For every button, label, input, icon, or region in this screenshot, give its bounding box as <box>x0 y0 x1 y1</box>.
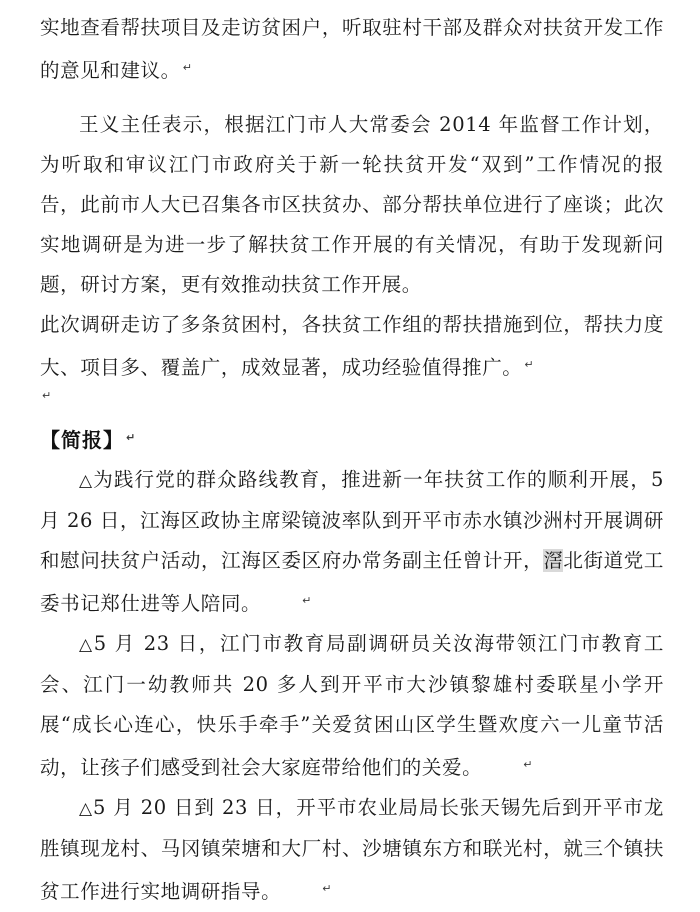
bullet-text-after: 北街道党工委书记郑仕进等人陪同。 <box>40 549 664 615</box>
bullet-item-3 <box>40 788 664 912</box>
paragraph-mark: ↵ <box>524 358 535 371</box>
paragraph-survey-summary <box>40 305 664 388</box>
paragraph-gap <box>40 91 664 105</box>
paragraph-mark: ↵ <box>322 882 333 895</box>
paragraph-mark: ↵ <box>523 758 534 771</box>
bullet-item-1 <box>40 460 664 624</box>
bullet-text-before: 为践行党的群众路线教育，推进新一年扶贫工作的顺利开展，5 月 26 日，江海区政协主席梁镜波率队到开平市赤水镇沙洲村开展调研和慰问扶贫户活动，江海区委区府办常务副主任曾计开， <box>40 468 664 572</box>
bullet-text-before: 5 月 23 日，江门市教育局副调研员关汝海带领江门市教育工会、江门一幼教师共 20 多人到开平市大沙镇黎雄村委联星小学开展“成长心连心，快乐手牵手”关爱贫困山区学生暨欢度六一儿童节活动，让孩子们感受到社会大家庭带给他们的关爱。 <box>40 632 664 779</box>
highlighted-char: 滘 <box>543 549 564 572</box>
heading-gap <box>40 404 664 418</box>
empty-line-mark: ↵ <box>42 389 52 402</box>
paragraph-wangyi <box>40 105 664 305</box>
heading-text: 【简报】 <box>40 428 124 452</box>
paragraph-text: 王义主任表示，根据江门市人大常委会 2014 年监督工作计划，为听取和审议江门市政府关于新一轮扶贫开发“双到”工作情况的报告，此前市人大已召集各市区扶贫办、部分帮扶单位进行了座谈；此次实地调研是为进一步了解扶贫工作开展的有关情况，有助于发现新问题，研讨方案，更有效推动扶贫工作开展。 <box>40 113 664 296</box>
paragraph-text: 此次调研走访了多条贫困村，各扶贫工作组的帮扶措施到位，帮扶力度大、项目多、覆盖广，成效显著，成功经验值得推广。 <box>40 313 664 379</box>
paragraph-continuation <box>40 8 664 91</box>
bullet-text-before: 5 月 20 日到 23 日，开平市农业局局长张天锡先后到开平市龙胜镇现龙村、马冈镇荣塘和大厂村、沙塘镇东方和联光村，就三个镇扶贫工作进行实地调研指导。 <box>40 796 664 903</box>
paragraph-mark: ↵ <box>126 431 137 444</box>
triangle-bullet-icon: △ <box>79 471 94 491</box>
section-heading-briefing <box>40 418 664 460</box>
paragraph-mark: ↵ <box>302 594 312 607</box>
paragraph-mark: ↵ <box>182 61 193 74</box>
triangle-bullet-icon: △ <box>79 799 94 819</box>
triangle-bullet-icon: △ <box>79 635 94 655</box>
paragraph-text: 实地查看帮扶项目及走访贫困户，听取驻村干部及群众对扶贫开发工作的意见和建议。 <box>40 16 664 82</box>
bullet-item-2 <box>40 624 664 788</box>
